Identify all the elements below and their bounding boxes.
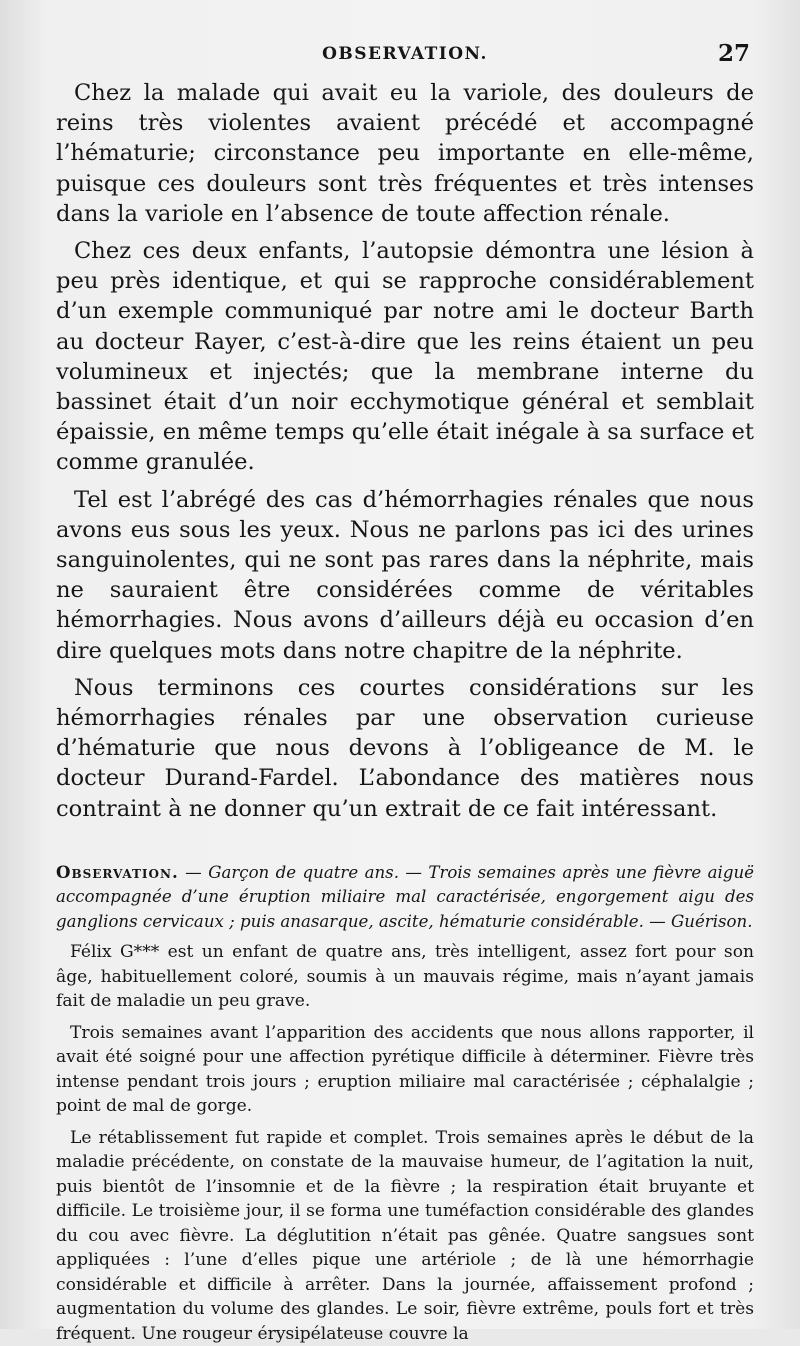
observation-heading	[56, 860, 754, 935]
paragraph: Tel est l’abrégé des cas d’hémorrhagies rénales que nous avons eus sous les yeux. Nous ne parlons pas ici des urines sanguinolentes, qui ne sont pas rares dans la néphrite, mais ne sauraient être considérées comme de véritables hémorrhagies. Nous avons d’ailleurs déjà eu occasion d’en dire quelques mots dans notre chapitre de la néphrite.	[56, 486, 754, 664]
observation-paragraph: Trois semaines avant l’apparition des accidents que nous allons rapporter, il avait été soigné pour une affection pyrétique difficile à déterminer. Fièvre très intense pendant trois jours ; eruption miliaire mal caractérisée ; céphalalgie ; point de mal de gorge.	[56, 1022, 754, 1117]
observation-title: — Garçon de quatre ans. — Trois semaines après une fièvre aiguë accompagnée d’une éruption miliaire mal caractérisée, engorgement aigu des ganglions cervicaux ; puis anasarque, ascite, hématurie considérable. — Guérison.	[56, 862, 754, 931]
page-header	[56, 38, 754, 68]
observation-text	[56, 940, 754, 1346]
observation-paragraph: Le rétablissement fut rapide et complet. Trois semaines après le début de la maladie précédente, on constate de la mauvaise humeur, de l’agitation la nuit, puis bientôt de l’insomnie et de la fièvre ; la respiration était bruyante et difficile. Le troisième jour, il se forma une tuméfaction considérable des glandes du cou avec fièvre. La déglutition n’était pas gênée. Quatre sangsues sont appliquées : l’une d’elles pique une artériole ; de là une hémorrhagie considérable et difficile à arrêter. Dans la journée, affaissement profond ; augmentation du volume des glandes. Le soir, fièvre extrême, pouls fort et très fréquent. Une rougeur érysipélateuse couvre la	[56, 1127, 754, 1344]
paragraph: Nous terminons ces courtes considérations sur les hémorrhagies rénales par une observation curieuse d’hématurie que nous devons à l’obligeance de M. le docteur Durand-Fardel. L’abondance des matières nous contraint à ne donner qu’un extrait de ce fait intéressant.	[56, 674, 754, 822]
paragraph: Chez ces deux enfants, l’autopsie démontra une lésion à peu près identique, et qui se rapproche considérablement d’un exemple communiqué par notre ami le docteur Barth au docteur Rayer, c’est-à-dire que les reins étaient un peu volumineux et injectés; que la membrane interne du bassinet était d’un noir ecchymotique général et semblait épaissie, en même temps qu’elle était inégale à sa surface et comme granulée.	[56, 238, 754, 476]
paragraph: Chez la malade qui avait eu la variole, des douleurs de reins très violentes avaient précédé et accompagné l’hématurie; circonstance peu importante en elle-même, puisque ces douleurs sont très fréquentes et très intenses dans la variole en l’absence de toute affection rénale.	[56, 80, 754, 227]
page-number: 27	[717, 40, 750, 67]
observation-label: Observation.	[56, 861, 179, 882]
running-head: OBSERVATION.	[322, 44, 488, 64]
observation-paragraph: Félix G*** est un enfant de quatre ans, très intelligent, assez fort pour son âge, habituellement coloré, soumis à un mauvais régime, mais n’ayant jamais fait de maladie un peu grave.	[56, 942, 754, 1012]
main-text	[56, 78, 754, 824]
